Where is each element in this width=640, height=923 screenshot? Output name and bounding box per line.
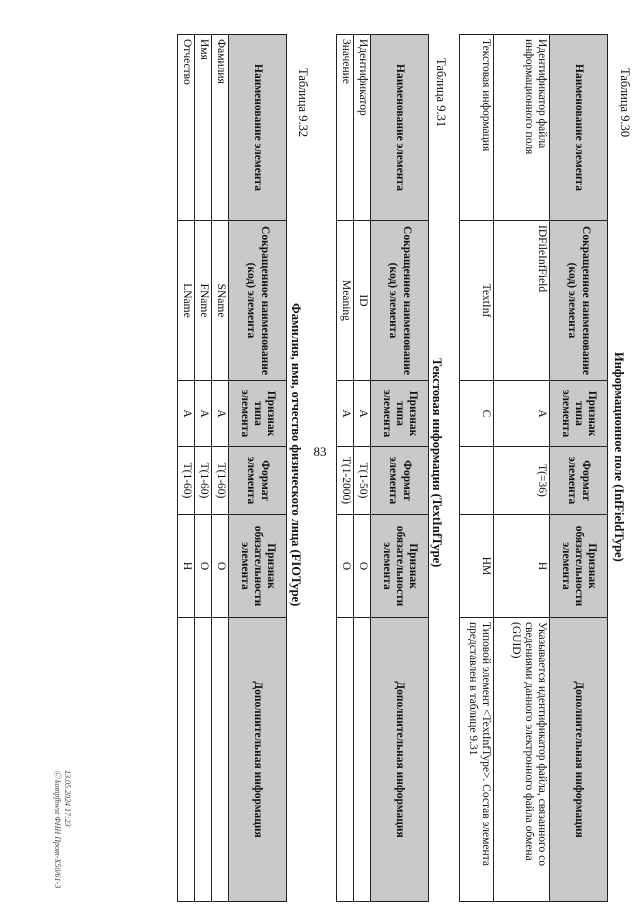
cell-code: Meaning bbox=[337, 221, 354, 381]
cell-code: ID bbox=[354, 221, 371, 381]
cell-type: A bbox=[178, 381, 195, 447]
table-title: Фамилия, имя, отчество физического лица (FIOType) bbox=[289, 303, 303, 607]
table-caption: Таблица 9.30 bbox=[618, 68, 632, 138]
cell-name: Значение bbox=[337, 35, 354, 221]
data-table bbox=[177, 34, 287, 902]
cell-info bbox=[195, 618, 212, 902]
cell-required: НМ bbox=[460, 515, 494, 618]
cell-required: О bbox=[337, 515, 354, 618]
cell-name: Отчество bbox=[178, 35, 195, 221]
table-header-row bbox=[550, 35, 608, 902]
header-name: Наименование элемента bbox=[550, 35, 608, 221]
cell-code: SName bbox=[212, 221, 229, 381]
cell-code: FName bbox=[195, 221, 212, 381]
cell-info bbox=[354, 618, 371, 902]
cell-type: A bbox=[337, 381, 354, 447]
header-required: Признак обязательности элемента bbox=[229, 515, 287, 618]
header-code: Сокращенное наименование (код) элемента bbox=[371, 221, 429, 381]
header-format: Формат элемента bbox=[229, 447, 287, 515]
cell-code: LName bbox=[178, 221, 195, 381]
table-row bbox=[212, 35, 229, 902]
table-header-row bbox=[229, 35, 287, 902]
cell-info bbox=[178, 618, 195, 902]
table-caption: Таблица 9.32 bbox=[296, 68, 310, 138]
cell-type: A bbox=[195, 381, 212, 447]
cell-required: Н bbox=[178, 515, 195, 618]
header-info: Дополнительная информация bbox=[550, 618, 608, 902]
cell-info: Указывается идентификатор файла, связанного со сведениями данного электронного файла обмена (GUID) bbox=[494, 618, 550, 902]
document-stamp bbox=[53, 770, 72, 888]
header-code: Сокращенное наименование (код) элемента bbox=[229, 221, 287, 381]
table-title: Текстовая информация (TextInfType) bbox=[430, 358, 444, 568]
data-table bbox=[459, 34, 608, 902]
cell-format: T(1-2000) bbox=[337, 447, 354, 515]
cell-info bbox=[212, 618, 229, 902]
table-row bbox=[354, 35, 371, 902]
cell-format: T(1-50) bbox=[354, 447, 371, 515]
cell-name: Идентификатор файла информационного поля bbox=[494, 35, 550, 221]
header-code: Сокращенное наименование (код) элемента bbox=[550, 221, 608, 381]
table-row bbox=[195, 35, 212, 902]
header-name: Наименование элемента bbox=[371, 35, 429, 221]
header-type: Признак типа элемента bbox=[229, 381, 287, 447]
cell-code: TextInf bbox=[460, 221, 494, 381]
table-caption: Таблица 9.31 bbox=[434, 58, 448, 128]
cell-code: IDFileInfField bbox=[494, 221, 550, 381]
stamp-signature: Ⓒ kompfhwst ФНН Прот-Х50/61-3 bbox=[53, 770, 63, 889]
cell-required: Н bbox=[494, 515, 550, 618]
cell-info bbox=[337, 618, 354, 902]
header-info: Дополнительная информация bbox=[229, 618, 287, 902]
table-row bbox=[494, 35, 550, 902]
page-number: 83 bbox=[313, 444, 327, 459]
cell-format: T(1-60) bbox=[212, 447, 229, 515]
cell-type: С bbox=[460, 381, 494, 447]
cell-required: О bbox=[354, 515, 371, 618]
data-table bbox=[336, 34, 429, 902]
cell-type: A bbox=[494, 381, 550, 447]
table-row bbox=[460, 35, 494, 902]
cell-format: T(=36) bbox=[494, 447, 550, 515]
cell-required: О bbox=[195, 515, 212, 618]
header-name: Наименование элемента bbox=[229, 35, 287, 221]
header-format: Формат элемента bbox=[550, 447, 608, 515]
cell-info: Типовой элемент <TextInfType>. Состав элемента представлен в таблице 9.31 bbox=[460, 618, 494, 902]
header-type: Признак типа элемента bbox=[550, 381, 608, 447]
cell-format: T(1-60) bbox=[178, 447, 195, 515]
table-title: Информационное поле (InfFieldType) bbox=[612, 352, 626, 562]
table-header-row bbox=[371, 35, 429, 902]
header-required: Признак обязательности элемента bbox=[550, 515, 608, 618]
header-format: Формат элемента bbox=[371, 447, 429, 515]
cell-name: Текстовая информация bbox=[460, 35, 494, 221]
cell-format: T(1-60) bbox=[195, 447, 212, 515]
header-info: Дополнительная информация bbox=[371, 618, 429, 902]
cell-type: A bbox=[354, 381, 371, 447]
header-required: Признак обязательности элемента bbox=[371, 515, 429, 618]
cell-name: Идентификатор bbox=[354, 35, 371, 221]
stamp-date: 13.05.2024 17:23 bbox=[63, 770, 72, 827]
cell-name: Фамилия bbox=[212, 35, 229, 221]
cell-name: Имя bbox=[195, 35, 212, 221]
cell-type: A bbox=[212, 381, 229, 447]
cell-format bbox=[460, 447, 494, 515]
table-row bbox=[337, 35, 354, 902]
cell-required: О bbox=[212, 515, 229, 618]
table-row bbox=[178, 35, 195, 902]
header-type: Признак типа элемента bbox=[371, 381, 429, 447]
